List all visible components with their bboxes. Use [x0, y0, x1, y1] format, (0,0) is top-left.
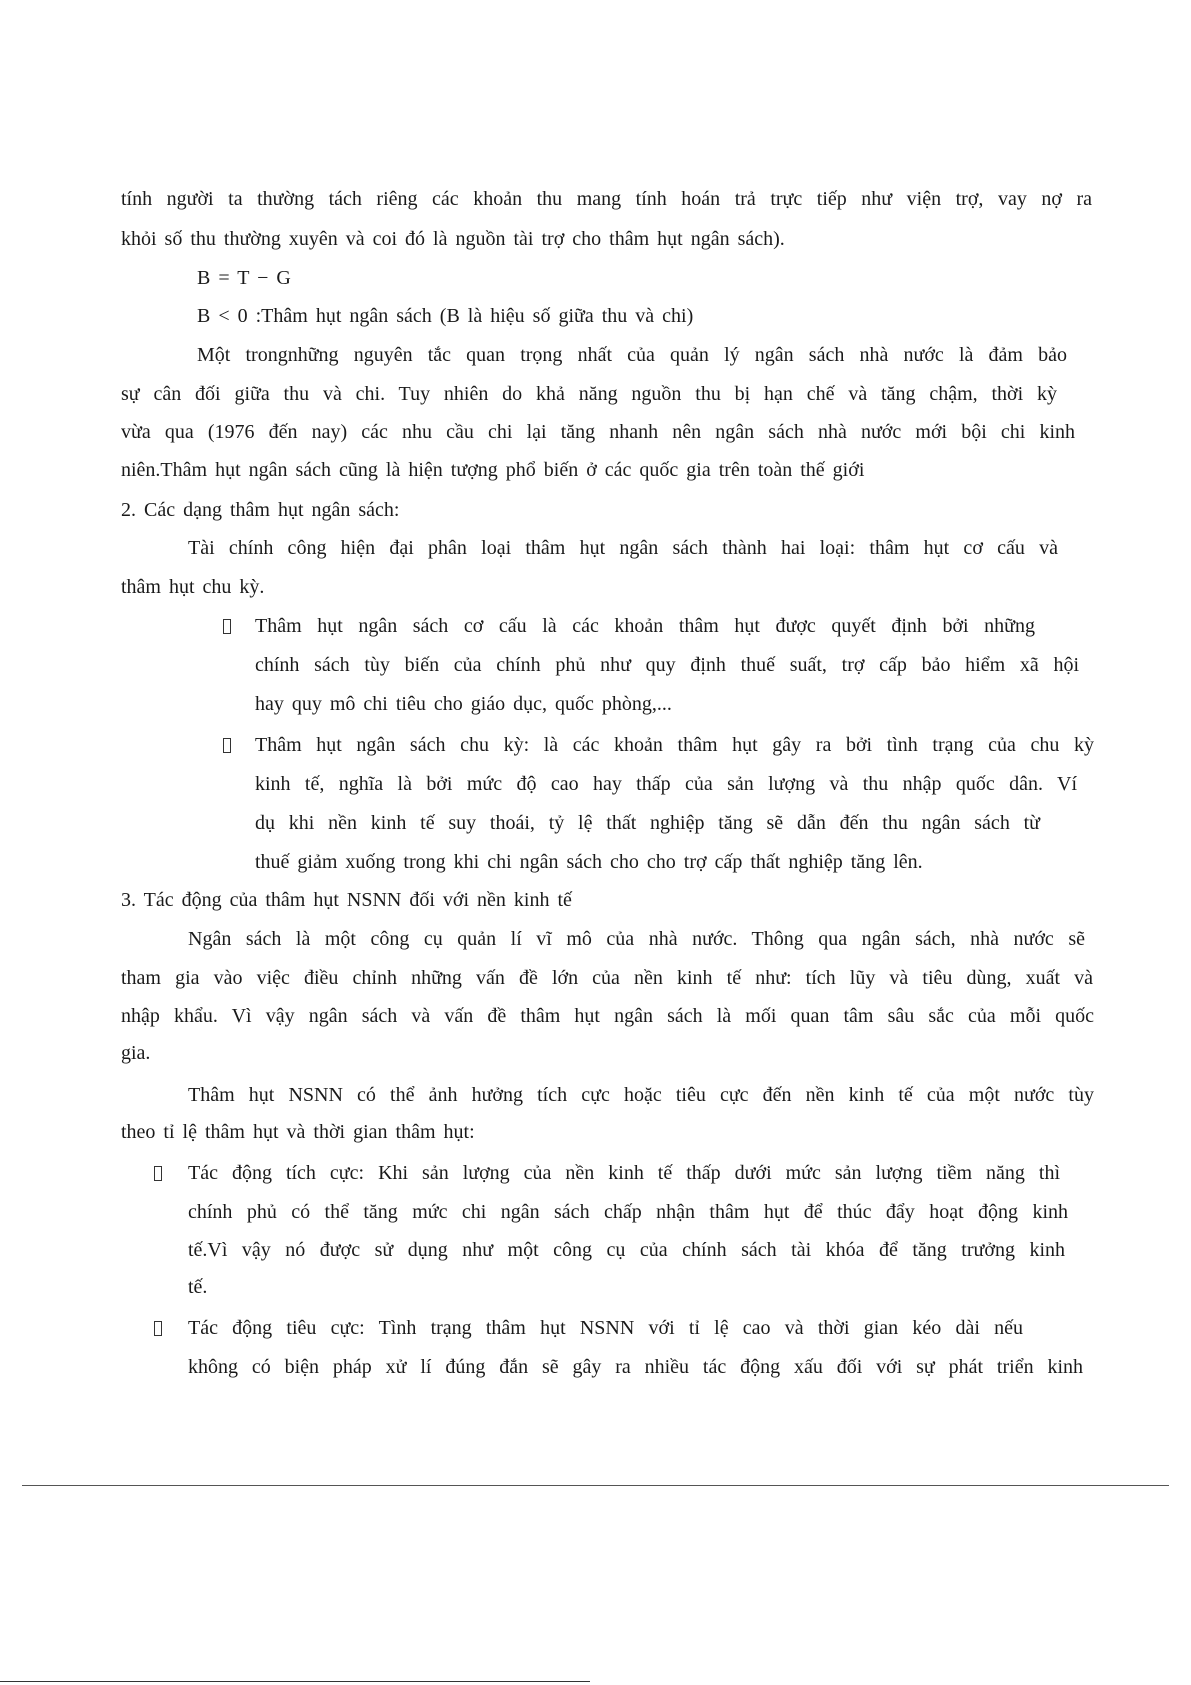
paragraph-line: thâm hụt chu kỳ.: [121, 576, 265, 598]
paragraph-line: tham gia vào việc điều chỉnh những vấn đề lớn của nền kinh tế như: tích lũy và tiêu dùng, xuất và: [121, 967, 1093, 989]
paragraph-line: tính người ta thường tách riêng các khoản thu mang tính hoán trả trực tiếp như viện trợ, vay nợ ra: [121, 188, 1092, 210]
paragraph-line: theo tỉ lệ thâm hụt và thời gian thâm hụt:: [121, 1121, 475, 1143]
bullet-line: hay quy mô chi tiêu cho giáo dục, quốc phòng,...: [255, 693, 672, 715]
bullet-line: tế.: [188, 1276, 208, 1298]
paragraph-line: khỏi số thu thường xuyên và coi đó là nguồn tài trợ cho thâm hụt ngân sách).: [121, 228, 785, 250]
paragraph-line: sự cân đối giữa thu và chi. Tuy nhiên do khả năng nguồn thu bị hạn chế và tăng chậm, thời kỳ: [121, 383, 1057, 405]
bullet-line: tế.Vì vậy nó được sử dụng như một công cụ của chính sách tài khóa để tăng trưởng kinh: [188, 1239, 1065, 1261]
formula: B = T − G: [197, 267, 291, 289]
bullet-box-icon: [223, 731, 231, 759]
paragraph-line: vừa qua (1976 đến nay) các nhu cầu chi lại tăng nhanh nên ngân sách nhà nước mới bội chi kinh: [121, 421, 1075, 443]
bullet-box-icon: [223, 612, 231, 640]
bullet-line: Thâm hụt ngân sách chu kỳ: là các khoản thâm hụt gây ra bởi tình trạng của chu kỳ: [255, 734, 1094, 756]
section-heading: 2. Các dạng thâm hụt ngân sách:: [121, 499, 400, 521]
bullet-line: chính phủ có thể tăng mức chi ngân sách chấp nhận thâm hụt để thúc đẩy hoạt động kinh: [188, 1201, 1068, 1223]
paragraph-line: Một trongnhững nguyên tắc quan trọng nhất của quản lý ngân sách nhà nước là đảm bảo: [197, 344, 1067, 366]
bullet-line: không có biện pháp xử lí đúng đắn sẽ gây ra nhiều tác động xấu đối với sự phát triển kinh: [188, 1356, 1083, 1378]
bullet-line: thuế giảm xuống trong khi chi ngân sách cho cho trợ cấp thất nghiệp tăng lên.: [255, 851, 923, 873]
paragraph-line: Ngân sách là một công cụ quản lí vĩ mô của nhà nước. Thông qua ngân sách, nhà nước sẽ: [188, 928, 1085, 950]
bullet-box-icon: [154, 1159, 162, 1187]
footnote-divider: [0, 1681, 590, 1682]
paragraph-line: niên.Thâm hụt ngân sách cũng là hiện tượng phổ biến ở các quốc gia trên toàn thế giới: [121, 459, 865, 481]
paragraph-line: nhập khẩu. Vì vậy ngân sách và vấn đề thâm hụt ngân sách là mối quan tâm sâu sắc của mỗi quốc: [121, 1005, 1094, 1027]
section-heading: 3. Tác động của thâm hụt NSNN đối với nền kinh tế: [121, 889, 572, 911]
paragraph-line: gia.: [121, 1042, 151, 1064]
formula: B < 0 :Thâm hụt ngân sách (B là hiệu số giữa thu và chi): [197, 305, 694, 327]
bullet-box-icon: [154, 1314, 162, 1342]
bullet-line: Tác động tiêu cực: Tình trạng thâm hụt NSNN với tỉ lệ cao và thời gian kéo dài nếu: [188, 1317, 1023, 1339]
bullet-line: chính sách tùy biến của chính phủ như quy định thuế suất, trợ cấp bảo hiểm xã hội: [255, 654, 1079, 676]
bullet-line: dụ khi nền kinh tế suy thoái, tỷ lệ thất nghiệp tăng sẽ dẫn đến thu ngân sách từ: [255, 812, 1040, 834]
paragraph-line: Thâm hụt NSNN có thể ảnh hưởng tích cực hoặc tiêu cực đến nền kinh tế của một nước tùy: [188, 1084, 1094, 1106]
paragraph-line: Tài chính công hiện đại phân loại thâm hụt ngân sách thành hai loại: thâm hụt cơ cấu và: [188, 537, 1058, 559]
bullet-line: Tác động tích cực: Khi sản lượng của nền kinh tế thấp dưới mức sản lượng tiềm năng thì: [188, 1162, 1060, 1184]
bullet-line: Thâm hụt ngân sách cơ cấu là các khoản thâm hụt được quyết định bởi những: [255, 615, 1035, 637]
bullet-line: kinh tế, nghĩa là bởi mức độ cao hay thấp của sản lượng và thu nhập quốc dân. Ví: [255, 773, 1077, 795]
page-divider: [22, 1485, 1169, 1486]
